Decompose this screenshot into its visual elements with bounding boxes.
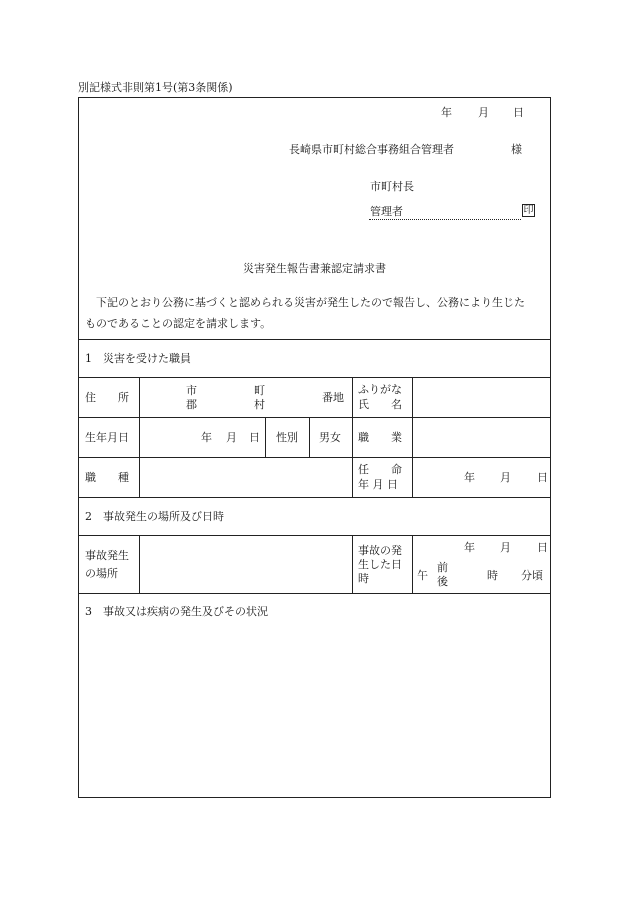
datetime-label-2: 生した日: [358, 558, 402, 571]
address-city: 市: [186, 384, 197, 397]
event-day: 日: [537, 541, 548, 554]
appointment-month: 月: [500, 471, 511, 484]
birth-day: 日: [249, 431, 260, 444]
event-gozen: 午: [417, 569, 428, 582]
addressee-org: 長崎県市町村総合事務組合管理者: [289, 143, 454, 156]
jobtype-label: 職 種: [85, 471, 129, 484]
body-line-2: ものであることの認定を請求します。: [85, 317, 272, 330]
name-field[interactable]: [413, 378, 550, 417]
event-hour: 時: [487, 569, 498, 582]
document-title: 災害発生報告書兼認定請求書: [243, 262, 386, 275]
event-month: 月: [500, 541, 511, 554]
sender-mayor: 市町村長: [370, 180, 414, 193]
address-town: 町: [254, 384, 265, 397]
sender-manager: 管理者: [370, 205, 403, 218]
place-label-1: 事故発生: [85, 549, 129, 562]
appointment-year: 年: [464, 471, 475, 484]
address-banchi: 番地: [322, 391, 344, 404]
section3-heading: 3 事故又は疾病の発生及びその状況: [85, 605, 268, 618]
addressee-honorific: 様: [511, 143, 522, 156]
col-when-divider: [352, 535, 353, 593]
circumstances-field[interactable]: [79, 622, 550, 797]
form-reference: 別記様式非則第1号(第3条関係): [78, 81, 233, 94]
rule-section3-top: [78, 593, 551, 594]
furigana-label: ふりがな: [358, 383, 402, 396]
address-label: 住 所: [85, 391, 129, 404]
header-date-year: 年: [441, 106, 452, 119]
event-year: 年: [464, 541, 475, 554]
appointment-label-2: 年 月 日: [358, 478, 398, 491]
event-am: 前: [437, 561, 448, 574]
datetime-label-1: 事故の発: [358, 544, 402, 557]
col-mid-divider: [352, 377, 353, 497]
sex-label: 性別: [276, 431, 298, 444]
appointment-day: 日: [537, 471, 548, 484]
name-label: 氏 名: [358, 398, 402, 411]
rule-section1-top: [78, 339, 551, 340]
address-gun: 郡: [186, 398, 197, 411]
birth-field[interactable]: [140, 418, 265, 457]
col-sex-right: [309, 417, 310, 457]
body-line-1: 下記のとおり公務に基づくと認められる災害が発生したので報告し、公務により生じた: [96, 296, 525, 309]
event-pm: 後: [437, 575, 448, 588]
sender-signature-line[interactable]: [369, 219, 521, 220]
place-field[interactable]: [140, 536, 352, 593]
col-datetime-divider: [412, 535, 413, 593]
jobtype-field[interactable]: [140, 458, 352, 497]
header-date-month: 月: [478, 106, 489, 119]
job-field[interactable]: [413, 418, 550, 457]
event-minute: 分頃: [521, 569, 543, 582]
birth-year: 年: [201, 431, 212, 444]
appointment-label-1: 任 命: [358, 463, 402, 476]
address-field[interactable]: [140, 378, 352, 417]
address-village: 村: [254, 398, 265, 411]
col-sex-left: [265, 417, 266, 457]
birth-month: 月: [226, 431, 237, 444]
sex-value[interactable]: 男女: [319, 431, 341, 444]
seal-mark: 印: [523, 205, 534, 216]
birth-label: 生年月日: [85, 431, 129, 444]
place-label-2: の場所: [85, 567, 118, 580]
header-date-day: 日: [513, 106, 524, 119]
rule-section2-top: [78, 497, 551, 498]
datetime-label-3: 時: [358, 572, 369, 585]
job-label: 職 業: [358, 431, 402, 444]
section2-heading: 2 事故発生の場所及び日時: [85, 510, 224, 523]
section1-heading: 1 災害を受けた職員: [85, 352, 191, 365]
